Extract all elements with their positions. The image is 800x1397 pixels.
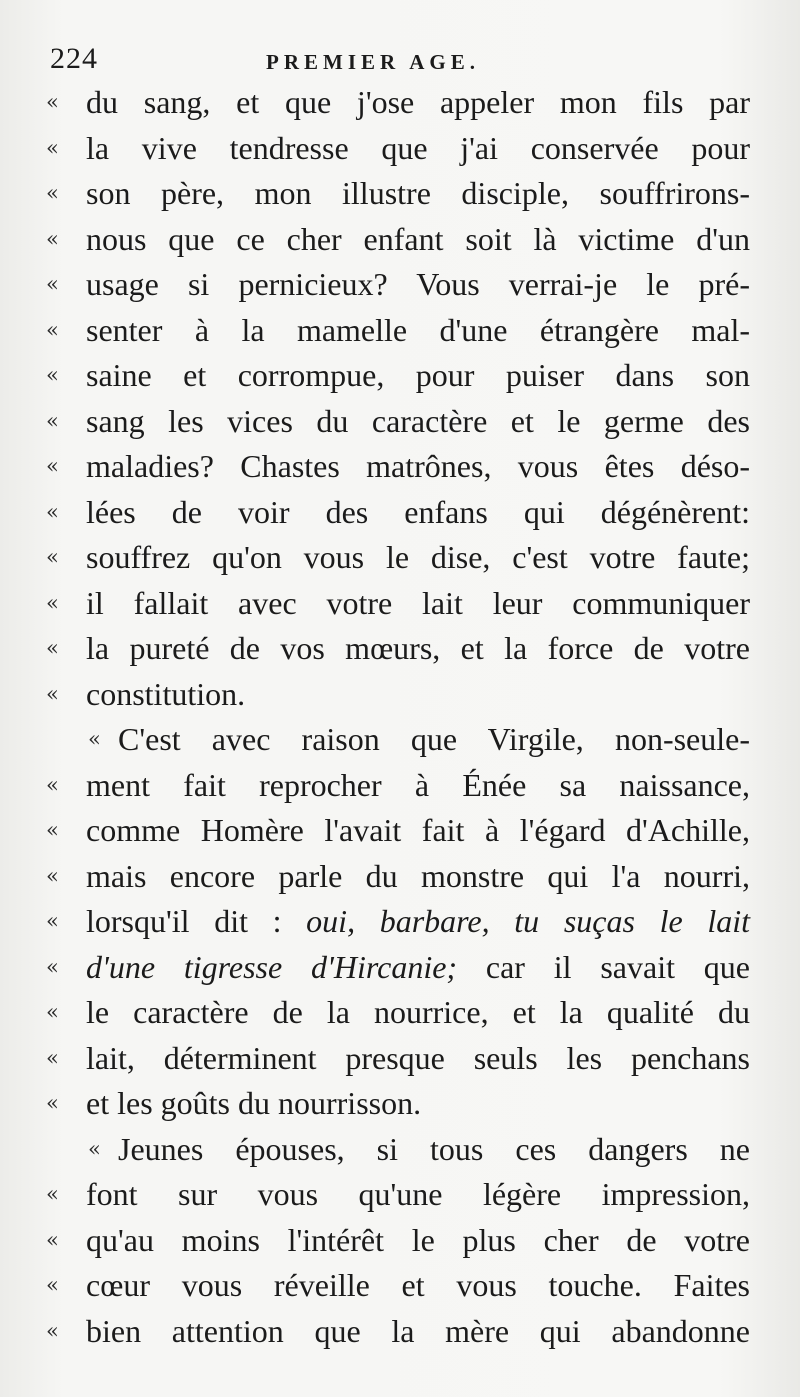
- text-line: [0, 717, 800, 763]
- line-text: lées de voir des enfans qui dégénèrent:: [86, 493, 750, 530]
- line-text: il fallait avec votre lait leur communiquer: [86, 584, 750, 621]
- line-text-italic: oui, barbare, tu suças le lait: [306, 903, 751, 939]
- line-text: qu'au moins l'intérêt le plus cher de votre: [86, 1221, 750, 1258]
- line-text: mais encore parle du monstre qui l'a nourri,: [86, 857, 750, 894]
- line-text: [86, 945, 750, 991]
- quote-mark: «: [88, 727, 101, 751]
- quote-mark: «: [46, 1091, 59, 1115]
- quote-mark: «: [46, 454, 59, 478]
- quote-mark: «: [46, 1045, 59, 1070]
- line-text: nous que ce cher enfant soit là victime d'un: [86, 220, 750, 257]
- line-text: ment fait reprocher à Énée sa naissance,: [86, 766, 750, 803]
- body-text: [0, 80, 800, 1354]
- text-line: [0, 80, 800, 126]
- quote-mark: «: [46, 590, 59, 615]
- text-line: [0, 672, 800, 718]
- line-text-italic: d'une tigresse d'Hircanie;: [86, 948, 458, 985]
- quote-mark: «: [46, 909, 59, 933]
- text-line: [0, 763, 800, 809]
- text-line: [0, 626, 800, 672]
- quote-mark: «: [46, 954, 59, 979]
- line-text: [86, 899, 750, 945]
- text-line: [0, 444, 800, 490]
- line-text: maladies? Chastes matrônes, vous êtes déso-: [86, 448, 750, 484]
- page-number: 224: [50, 42, 98, 75]
- running-head: PREMIER AGE.: [266, 50, 481, 74]
- quote-mark: «: [88, 1136, 101, 1161]
- quote-mark: «: [46, 226, 59, 251]
- text-line: [0, 262, 800, 308]
- line-text: Jeunes épouses, si tous ces dangers ne: [118, 1130, 750, 1167]
- line-text-plain: car il savait que: [457, 948, 751, 985]
- quote-mark: «: [46, 408, 59, 433]
- text-line: [0, 990, 800, 1036]
- line-text: senter à la mamelle d'une étrangère mal-: [86, 311, 750, 348]
- line-text: la vive tendresse que j'ai conservée pour: [86, 129, 750, 166]
- text-line: [0, 1127, 800, 1173]
- text-line: [0, 854, 800, 900]
- text-line: [0, 1172, 800, 1218]
- text-line: [0, 1309, 800, 1355]
- line-text: la pureté de vos mœurs, et la force de votre: [86, 630, 750, 666]
- line-text: et les goûts du nourrisson.: [86, 1085, 422, 1121]
- quote-mark: «: [46, 1182, 59, 1206]
- line-text: son père, mon illustre disciple, souffrirons-: [86, 175, 750, 211]
- text-line: [0, 399, 800, 445]
- line-text: bien attention que la mère qui abandonne: [86, 1312, 750, 1349]
- text-line: [0, 1081, 800, 1127]
- text-line: [0, 171, 800, 217]
- line-text: souffrez qu'on vous le dise, c'est votre faute;: [86, 539, 750, 575]
- quote-mark: «: [46, 772, 59, 797]
- quote-mark: «: [46, 363, 59, 387]
- quote-mark: «: [46, 1318, 59, 1343]
- line-text: C'est avec raison que Virgile, non-seule-: [118, 721, 750, 757]
- text-line: [0, 945, 800, 991]
- quote-mark: «: [46, 863, 59, 888]
- text-line: [0, 1263, 800, 1309]
- text-line: [0, 308, 800, 354]
- text-line: [0, 1036, 800, 1082]
- quote-mark: «: [46, 681, 59, 706]
- line-text: constitution.: [86, 675, 246, 712]
- text-line: [0, 126, 800, 172]
- quote-mark: «: [46, 1227, 59, 1252]
- quote-mark: «: [46, 545, 59, 569]
- quote-mark: «: [46, 1000, 59, 1024]
- text-line: [0, 899, 800, 945]
- text-line: [0, 808, 800, 854]
- text-line: [0, 490, 800, 536]
- line-text: le caractère de la nourrice, et la qualité du: [86, 994, 750, 1030]
- text-line: [0, 1218, 800, 1264]
- line-text: sang les vices du caractère et le germe des: [86, 402, 750, 439]
- text-line: [0, 353, 800, 399]
- quote-mark: «: [46, 272, 59, 296]
- quote-mark: «: [46, 135, 59, 160]
- quote-mark: «: [46, 499, 59, 524]
- text-line: [0, 535, 800, 581]
- quote-mark: «: [46, 90, 59, 114]
- line-text-plain: lorsqu'il dit :: [86, 903, 307, 939]
- quote-mark: «: [46, 181, 59, 205]
- line-text: du sang, et que j'ose appeler mon fils par: [86, 84, 750, 120]
- quote-mark: «: [46, 818, 59, 842]
- line-text: usage si pernicieux? Vous verrai-je le pré-: [86, 266, 750, 302]
- line-text: lait, déterminent presque seuls les penchans: [86, 1039, 750, 1076]
- quote-mark: «: [46, 317, 59, 342]
- text-line: [0, 217, 800, 263]
- quote-mark: «: [46, 1273, 59, 1297]
- line-text: saine et corrompue, pour puiser dans son: [86, 357, 750, 393]
- quote-mark: «: [46, 636, 59, 660]
- page-header: [44, 36, 764, 80]
- line-text: comme Homère l'avait fait à l'égard d'Achille,: [86, 812, 750, 848]
- line-text: cœur vous réveille et vous touche. Faites: [86, 1267, 750, 1303]
- line-text: font sur vous qu'une légère impression,: [86, 1176, 750, 1212]
- text-line: [0, 581, 800, 627]
